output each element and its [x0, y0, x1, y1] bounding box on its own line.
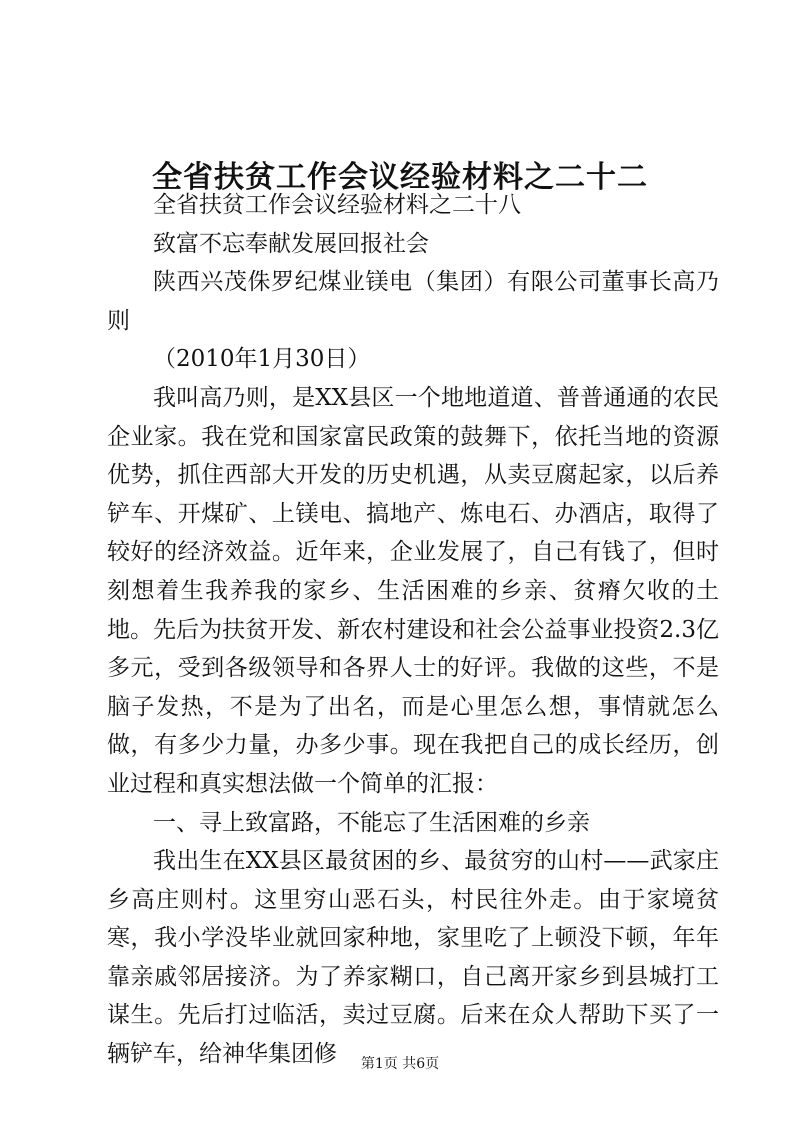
- body-paragraph: 我出生在XX县区最贫困的乡、最贫穷的山村——武家庄乡高庄则村。这里穷山恶石头，村民往外走。由于家境贫寒，我小学没毕业就回家种地，家里吃了上顿没下顿，年年靠亲戚邻居接济。为了养家糊口，自己离开家乡到县城打工谋生。先后打过临活，卖过豆腐。后来在众人帮助下买了一辆铲车，给神华集团修: [107, 848, 719, 1068]
- document-title: 全省扶贫工作会议经验材料之二十二: [152, 160, 648, 196]
- page-footer: 第1页 共6页: [360, 1056, 440, 1072]
- date-paragraph: （2010年1月30日）: [153, 346, 371, 373]
- section-heading: 一、寻上致富路，不能忘了生活困难的乡亲: [153, 809, 590, 836]
- subtitle-paragraph: 全省扶贫工作会议经验材料之二十八: [153, 192, 521, 218]
- author-paragraph: 陕西兴茂侏罗纪煤业镁电（集团）有限公司董事长高乃则: [107, 269, 719, 334]
- body-paragraph: 我叫高乃则，是XX县区一个地地道道、普普通通的农民企业家。我在党和国家富民政策的鼓舞下，依托当地的资源优势，抓住西部大开发的历史机遇，从卖豆腐起家，以后养铲车、开煤矿、上镁电、搞地产、炼电石、办酒店，取得了较好的经济效益。近年来，企业发展了，自己有钱了，但时刻想着生我养我的家乡、生活困难的乡亲、贫瘠欠收的土地。先后为扶贫开发、新农村建设和社会公益事业投资2.3亿多元，受到各级领导和各界人士的好评。我做的这些，不是脑子发热，不是为了出名，而是心里怎么想，事情就怎么做，有多少力量，办多少事。现在我把自己的成长经历，创业过程和真实想法做一个简单的汇报：: [107, 384, 719, 797]
- slogan-paragraph: 致富不忘奉献发展回报社会: [153, 230, 429, 257]
- document-body: [107, 186, 719, 1074]
